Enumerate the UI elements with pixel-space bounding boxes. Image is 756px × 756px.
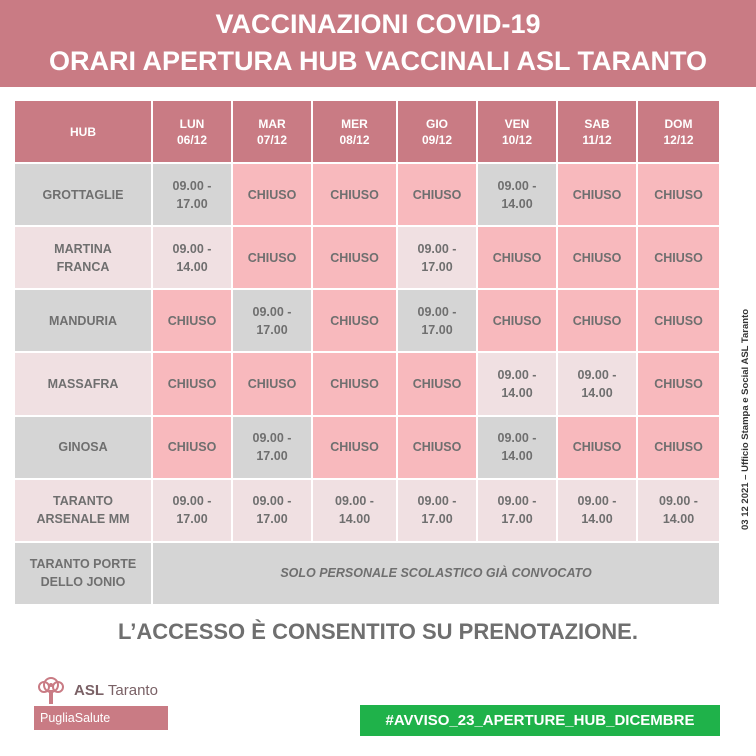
- cell-text: 14.00: [581, 512, 613, 527]
- day-date: 12/12: [663, 132, 694, 147]
- logo-text: [74, 682, 158, 699]
- cell-text: 17.00: [421, 259, 453, 274]
- header-title-line1: VACCINAZIONI COVID-19: [215, 9, 541, 39]
- cell-text: CHIUSO: [330, 440, 379, 455]
- day-date: 10/12: [501, 132, 533, 147]
- cell-text: CHIUSO: [167, 440, 217, 455]
- hours-cell: [477, 416, 557, 479]
- access-note: L’ACCESSO È CONSENTITO SU PRENOTAZIONE.: [118, 619, 638, 644]
- cell-text: CHIUSO: [247, 187, 297, 202]
- day-column-header: [397, 100, 477, 163]
- cell-text: 09.00 -: [417, 494, 457, 509]
- cell-text: 09.00 -: [497, 494, 537, 509]
- hashtag-badge: #AVVISO_23_APERTURE_HUB_DICEMBRE: [360, 705, 720, 736]
- day-date: 07/12: [256, 132, 288, 147]
- hours-cell: [557, 352, 637, 415]
- cell-text: 14.00: [581, 385, 613, 400]
- cell-text: 09.00 -: [172, 494, 212, 509]
- day-name: MER: [341, 116, 368, 131]
- cell-text: 09.00 -: [172, 178, 212, 193]
- hub-name-line: GROTTAGLIE: [42, 187, 124, 202]
- hub-name-line: TARANTO PORTE: [29, 557, 137, 572]
- closed-cell: [312, 226, 397, 289]
- closed-cell: [312, 289, 397, 352]
- hub-name: [14, 542, 152, 605]
- table-row: [14, 163, 720, 226]
- hours-cell: [397, 226, 477, 289]
- cell-text: 17.00: [421, 512, 453, 527]
- cell-text: CHIUSO: [167, 313, 217, 328]
- closed-cell: [397, 352, 477, 415]
- table-row: [14, 479, 720, 542]
- tree-logo-icon: [34, 676, 68, 704]
- closed-cell: [232, 352, 312, 415]
- hub-name: [14, 352, 152, 415]
- cell-text: 17.00: [421, 322, 453, 337]
- cell-text: CHIUSO: [330, 250, 379, 265]
- day-name: DOM: [664, 116, 693, 131]
- closed-cell: [557, 226, 637, 289]
- cell-text: 09.00 -: [252, 304, 292, 319]
- hours-cell: [477, 163, 557, 226]
- cell-text: 09.00 -: [497, 431, 537, 446]
- table-row: [14, 226, 720, 289]
- cell-text: CHIUSO: [330, 376, 379, 391]
- hours-cell: [557, 479, 637, 542]
- hours-cell: [477, 352, 557, 415]
- table-row: [14, 289, 720, 352]
- day-date: 09/12: [421, 132, 453, 147]
- day-date: 08/12: [339, 132, 370, 147]
- cell-text: CHIUSO: [412, 440, 462, 455]
- closed-cell: [637, 416, 720, 479]
- closed-cell: [152, 352, 232, 415]
- hub-name: [14, 163, 152, 226]
- cell-text: CHIUSO: [654, 250, 703, 265]
- cell-text: 09.00 -: [252, 494, 292, 509]
- hub-name-line: FRANCA: [56, 259, 110, 274]
- day-name: VEN: [504, 116, 530, 131]
- day-column-header: [312, 100, 397, 163]
- hub-name: [14, 479, 152, 542]
- day-column-header: [152, 100, 232, 163]
- hub-name: [14, 416, 152, 479]
- hub-name-line: MARTINA: [54, 241, 112, 256]
- closed-cell: [477, 226, 557, 289]
- closed-cell: [152, 416, 232, 479]
- cell-text: 17.00: [256, 449, 288, 464]
- cell-text: CHIUSO: [572, 313, 622, 328]
- logo-brand-bar: PugliaSalute: [34, 706, 168, 730]
- cell-text: CHIUSO: [492, 313, 542, 328]
- logo-asl: ASL: [74, 682, 104, 699]
- cell-text: 17.00: [176, 196, 208, 211]
- closed-cell: [637, 226, 720, 289]
- day-column-header: [637, 100, 720, 163]
- closed-cell: [397, 163, 477, 226]
- cell-text: 09.00 -: [417, 241, 457, 256]
- cell-text: CHIUSO: [167, 376, 217, 391]
- hub-name-line: DELLO JONIO: [40, 575, 126, 590]
- hub-name-line: ARSENALE MM: [36, 512, 130, 527]
- closed-cell: [637, 163, 720, 226]
- hours-cell: [637, 479, 720, 542]
- credit-vertical-text: 03 12 2021 – Ufficio Stampa e Social ASL Taranto: [740, 308, 751, 530]
- hub-name: [14, 226, 152, 289]
- closed-cell: [232, 226, 312, 289]
- cell-text: 14.00: [338, 512, 371, 527]
- day-name: MAR: [258, 116, 286, 131]
- closed-cell: [312, 163, 397, 226]
- cell-text: 14.00: [501, 196, 533, 211]
- day-column-header: [477, 100, 557, 163]
- cell-text: 17.00: [176, 512, 208, 527]
- cell-text: 14.00: [176, 259, 208, 274]
- hours-cell: [397, 289, 477, 352]
- closed-cell: [557, 416, 637, 479]
- closed-cell: [477, 289, 557, 352]
- closed-cell: [312, 416, 397, 479]
- day-name: SAB: [584, 116, 610, 131]
- hub-name-line: TARANTO: [53, 494, 113, 509]
- day-name: GIO: [425, 116, 448, 131]
- hours-cell: [232, 416, 312, 479]
- closed-cell: [397, 416, 477, 479]
- day-column-header: [232, 100, 312, 163]
- cell-text: 09.00 -: [417, 304, 457, 319]
- schedule-table: [13, 99, 721, 606]
- hours-cell: [152, 479, 232, 542]
- cell-text: 09.00 -: [577, 367, 617, 382]
- hub-name: [14, 289, 152, 352]
- table-header-row: [14, 100, 720, 163]
- cell-text: 09.00 -: [659, 494, 698, 509]
- hours-cell: [397, 479, 477, 542]
- table-row: [14, 416, 720, 479]
- cell-text: CHIUSO: [247, 250, 297, 265]
- closed-cell: [312, 352, 397, 415]
- hub-name-line: MANDURIA: [48, 313, 118, 328]
- cell-text: CHIUSO: [412, 187, 462, 202]
- closed-cell: [637, 289, 720, 352]
- hours-cell: [312, 479, 397, 542]
- cell-text: 09.00 -: [172, 241, 212, 256]
- cell-text: CHIUSO: [572, 250, 622, 265]
- cell-text: CHIUSO: [412, 376, 462, 391]
- logo-city: Taranto: [107, 682, 158, 699]
- closed-cell: [232, 163, 312, 226]
- day-date: 06/12: [176, 132, 208, 147]
- cell-text: 09.00 -: [497, 178, 537, 193]
- cell-text: 14.00: [662, 512, 695, 527]
- cell-text: CHIUSO: [572, 440, 622, 455]
- cell-text: CHIUSO: [492, 250, 542, 265]
- hours-cell: [232, 289, 312, 352]
- hours-cell: [232, 479, 312, 542]
- cell-text: 17.00: [256, 322, 288, 337]
- cell-text: CHIUSO: [654, 313, 703, 328]
- cell-text: 09.00 -: [252, 431, 292, 446]
- cell-text: 17.00: [501, 512, 533, 527]
- cell-text: CHIUSO: [654, 376, 703, 391]
- cell-text: CHIUSO: [572, 187, 622, 202]
- closed-cell: [557, 163, 637, 226]
- asl-logo: [34, 676, 168, 732]
- hours-cell: [477, 479, 557, 542]
- day-column-header: [557, 100, 637, 163]
- day-name: LUN: [179, 116, 205, 131]
- cell-text: CHIUSO: [654, 187, 703, 202]
- cell-text: CHIUSO: [330, 187, 379, 202]
- cell-text: 14.00: [501, 449, 533, 464]
- closed-cell: [557, 289, 637, 352]
- cell-text: 09.00 -: [497, 367, 537, 382]
- table-row: [14, 352, 720, 415]
- cell-text: 17.00: [256, 512, 288, 527]
- day-date: 11/12: [582, 132, 612, 147]
- cell-text: CHIUSO: [330, 313, 379, 328]
- cell-text: 09.00 -: [335, 494, 374, 509]
- cell-text: 14.00: [501, 385, 533, 400]
- header-title-line2: ORARI APERTURA HUB VACCINALI ASL TARANTO: [49, 46, 707, 76]
- hub-name-line: MASSAFRA: [47, 376, 119, 391]
- porte-note: SOLO PERSONALE SCOLASTICO GIÀ CONVOCATO: [152, 542, 720, 605]
- hours-cell: [152, 163, 232, 226]
- hours-cell: [152, 226, 232, 289]
- cell-text: CHIUSO: [654, 440, 703, 455]
- hub-column-header: HUB: [14, 100, 152, 163]
- closed-cell: [152, 289, 232, 352]
- closed-cell: [637, 352, 720, 415]
- hub-name-line: GINOSA: [58, 440, 108, 455]
- cell-text: CHIUSO: [247, 376, 297, 391]
- cell-text: 09.00 -: [577, 494, 617, 509]
- header-banner: [0, 0, 756, 87]
- table-row-porte-dello-jonio: [14, 542, 720, 605]
